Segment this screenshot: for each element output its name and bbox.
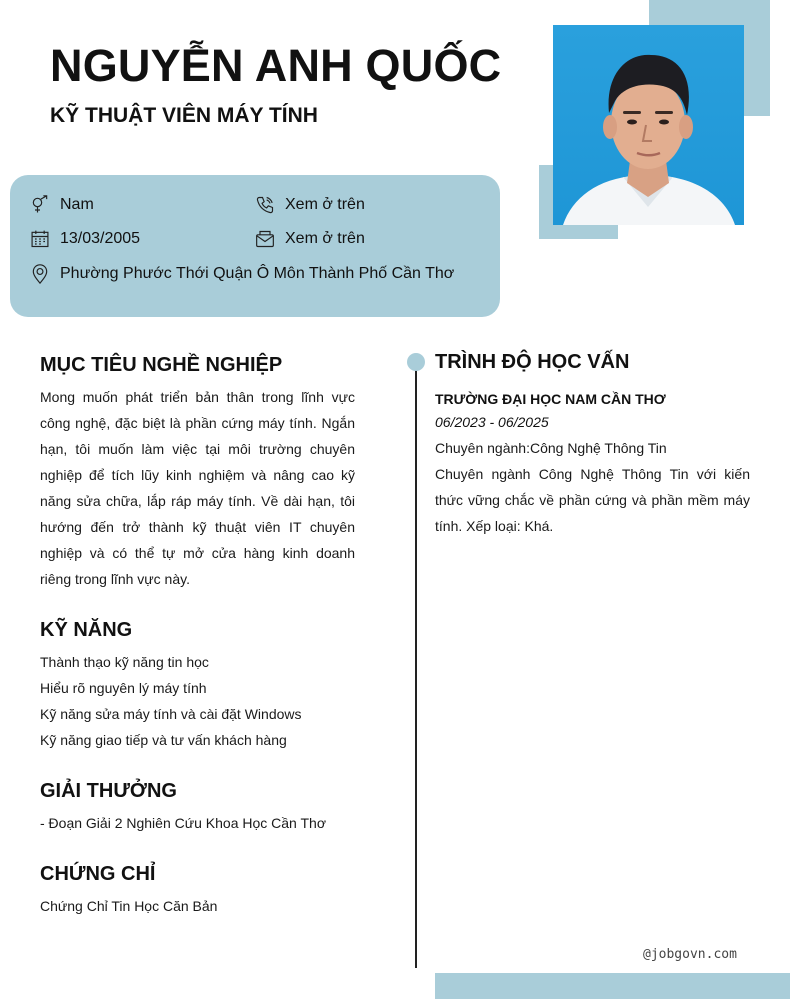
list-item: Kỹ năng sửa máy tính và cài đặt Windows [40,706,302,722]
education-period: 06/2023 - 06/2025 [435,414,549,430]
calendar-icon [30,229,50,249]
email-row [255,229,365,249]
gender-icon [30,195,50,215]
awards-list [40,810,326,836]
objective-title: MỤC TIÊU NGHỀ NGHIỆP [40,354,283,376]
certificates-title: CHỨNG CHỈ [40,863,156,885]
skills-title: KỸ NĂNG [40,619,133,641]
decor-block-bottom [435,973,790,999]
education-major: Chuyên ngành:Công Nghệ Thông Tin [435,440,667,456]
list-item: Kỹ năng giao tiếp và tư vấn khách hàng [40,732,287,748]
birthdate-row [30,229,140,249]
gender-text: Nam [60,196,94,213]
certificates-list [40,893,217,919]
phone-icon [255,195,275,215]
timeline-dot [407,353,425,371]
profile-photo [553,25,744,225]
mail-icon [255,229,275,249]
location-pin-icon [30,263,50,285]
awards-title: GIẢI THƯỞNG [40,780,177,802]
phone-text: Xem ở trên [285,196,365,213]
candidate-name: NGUYỄN ANH QUỐC [50,40,502,91]
job-title: KỸ THUẬT VIÊN MÁY TÍNH [50,104,318,127]
timeline-line [415,361,417,968]
birthdate-text: 13/03/2005 [60,230,141,247]
education-title: TRÌNH ĐỘ HỌC VẤN [435,351,630,373]
list-item: - Đoạn Giải 2 Nghiên Cứu Khoa Học Cần Thơ [40,815,326,831]
skills-list [40,649,302,753]
objective-text: Mong muốn phát triển bản thân trong lĩnh vực công nghệ, đặc biệt là phần cứng máy tính. Ngắn hạn, tôi muốn làm việc tại môi trường chuyên nghiệp để tích lũy kinh nghiệm và nâng cao kỹ năng sửa chữa, lắp ráp máy tính. Về dài hạn, tôi hướng đến trở thành kỹ thuật viên IT chuyên nghiệp và có thể tự mở cửa hàng kinh doanh riêng trong lĩnh vực này. [40,389,355,587]
list-item: Hiểu rõ nguyên lý máy tính [40,680,207,696]
list-item: Thành thạo kỹ năng tin học [40,654,209,670]
list-item: Chứng Chỉ Tin Học Căn Bản [40,898,218,914]
address-row [30,263,454,285]
contact-info-box [10,175,500,317]
address-text: Phường Phước Thới Quận Ô Môn Thành Phố Cần Thơ [60,265,455,282]
school-name: TRƯỜNG ĐẠI HỌC NAM CẦN THƠ [435,391,666,407]
education-description: Chuyên ngành Công Nghệ Thông Tin với kiến thức vững chắc về phần cứng và phần mềm máy tính. Xếp loại: Khá. [435,466,750,534]
email-text: Xem ở trên [285,230,365,247]
watermark: @jobgovn.com [643,947,737,962]
phone-row [255,195,365,215]
gender-row [30,195,94,215]
